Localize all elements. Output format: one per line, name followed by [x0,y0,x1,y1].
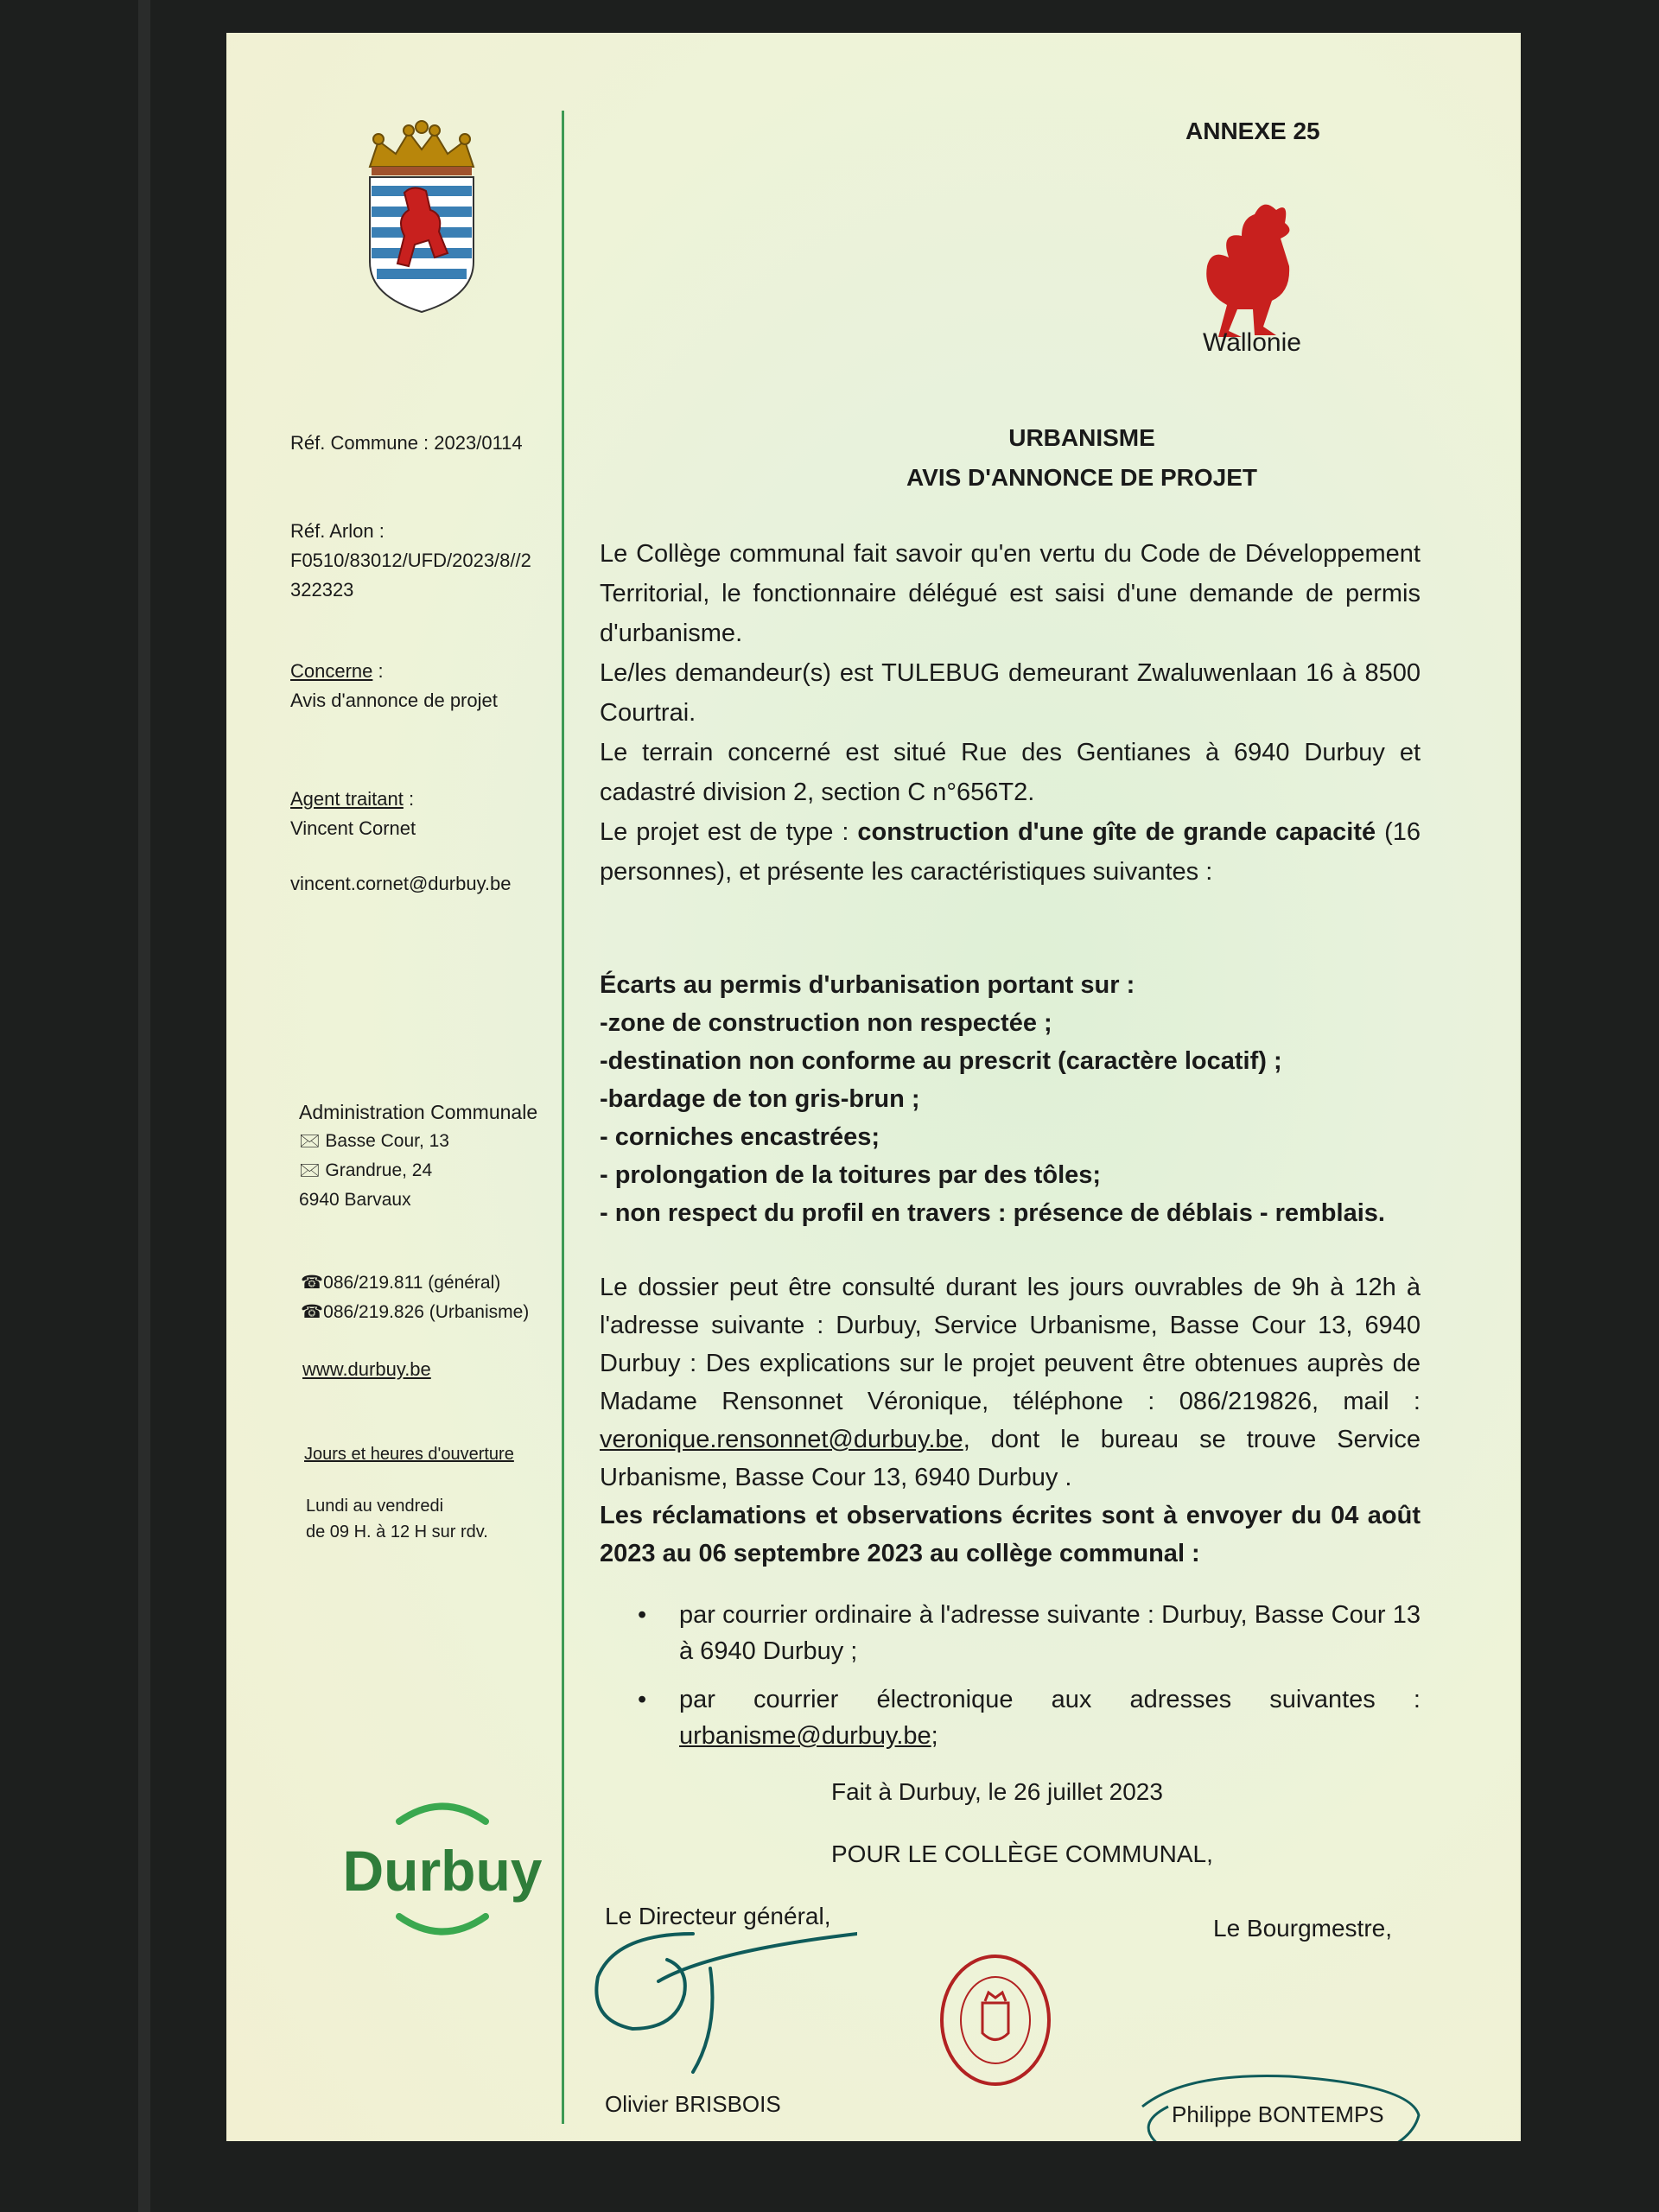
mayor-title: Le Bourgmestre, [1213,1915,1392,1942]
official-stamp [935,1951,1056,2089]
hours-title: Jours et heures d'ouverture [304,1445,514,1464]
contact-email-link[interactable]: veronique.rensonnet@durbuy.be [600,1426,963,1453]
bullet-postal: • par courrier ordinaire à l'adresse suivante : Durbuy, Basse Cour 13 à 6940 Durbuy ; [638,1597,1421,1669]
dossier-text: Le dossier peut être consulté durant les jours ouvrables de 9h à 12h à l'adresse suivante : Durbuy, Service Urbanisme, Basse Cour 13, 6940 Durbuy : Des explications sur le projet peuvent être obtenues auprès de Madame Rensonnet Véronique, téléphone : 086/219826, mail : [600,1274,1421,1415]
ecarts-item: -zone de construction non respectée ; [600,1009,1052,1037]
agent-label: Agent traitant [290,788,404,810]
body-p1: Le Collège communal fait savoir qu'en vertu du Code de Développement Territorial, le fonctionnaire délégué est saisi d'une demande de permis d'urbanisme. [600,540,1421,647]
ecarts-item: - corniches encastrées; [600,1123,880,1151]
concerne: Concerne : Avis d'annonce de projet [290,657,498,715]
ecarts-item: - prolongation de la toitures par des tôles; [600,1161,1102,1189]
agent-name: Vincent Cornet [290,817,416,839]
body-p4-bold: construction d'une gîte de grande capacité [857,818,1376,846]
dossier-text-end: , dont le bureau se trouve Service Urbanisme, Basse Cour 13, 6940 Durbuy . [600,1426,1421,1491]
admin-addr3: 6940 Barvaux [299,1190,411,1210]
ref-arlon-label: Réf. Arlon : [290,520,385,542]
date-place: Fait à Durbuy, le 26 juillet 2023 [831,1778,1163,1805]
frame-edge [138,0,150,2212]
body-p4-end: (16 personnes), et présente les caractéristiques suivantes : [600,818,1421,886]
page-title [849,418,1315,498]
agent-traitant: Agent traitant : Vincent Cornet [290,785,416,843]
title-line1: URBANISME [1008,424,1155,451]
admin-addr1: 🖂 Basse Cour, 13 [299,1131,449,1151]
durbuy-logo [330,1796,555,1960]
ref-arlon-line1: F0510/83012/UFD/2023/8//2 [290,550,531,571]
reclamations: Les réclamations et observations écrites sont à envoyer du 04 août 2023 au 06 septembre 2023 au collège communal : [600,1502,1421,1567]
pour-college: POUR LE COLLÈGE COMMUNAL, [831,1840,1213,1867]
wallonie-label: Wallonie [1203,328,1301,357]
ecarts-item: -destination non conforme au prescrit (caractère locatif) ; [600,1047,1282,1075]
body-p4-start: Le projet est de type : [600,818,858,846]
durbuy-logo-text: Durbuy [342,1839,543,1903]
dossier-section [600,1268,1421,1573]
phone-urbanisme: ☎086/219.826 (Urbanisme) [301,1302,530,1322]
ecarts-title: Écarts au permis d'urbanisation portant sur : [600,971,1135,999]
admin-addr2: 🖂 Grandrue, 24 [299,1160,433,1180]
body-p2: Le/les demandeur(s) est TULEBUG demeurant Zwaluwenlaan 16 à 8500 Courtrai. [600,659,1421,727]
submission-methods [638,1597,1421,1766]
ref-commune: Réf. Commune : 2023/0114 [290,432,523,454]
bullet-email-text: par courrier électronique aux adresses suivantes : [679,1686,1421,1713]
agent-email: vincent.cornet@durbuy.be [290,873,512,894]
hours-line1: Lundi au vendredi [306,1497,444,1516]
ecarts-section [600,966,1421,1232]
director-signature [581,1899,857,2089]
phones [301,1268,529,1327]
concerne-label: Concerne [290,660,373,682]
website-link[interactable]: www.durbuy.be [302,1358,431,1380]
body-p4 [600,812,1421,892]
column-divider [562,111,564,2124]
title-line2: AVIS D'ANNONCE DE PROJET [906,464,1257,491]
wallonie-rooster-icon [1194,197,1298,344]
ref-arlon [290,517,531,605]
coat-of-arms-icon [361,115,482,314]
bullet-email [638,1681,1421,1754]
director-name: Olivier BRISBOIS [605,2091,781,2117]
ref-arlon-line2: 322323 [290,579,354,601]
admin-address [299,1097,537,1215]
opening-hours [306,1493,488,1545]
dossier-p1 [600,1268,1421,1497]
body-p3: Le terrain concerné est situé Rue des Gentianes à 6940 Durbuy et cadastré division 2, section C n°656T2. [600,739,1421,806]
concerne-value: Avis d'annonce de projet [290,690,498,711]
ecarts-item: -bardage de ton gris-brun ; [600,1085,920,1113]
notice-body [600,534,1421,892]
bullet-email-end: ; [931,1722,938,1750]
director-title: Le Directeur général, [605,1903,831,1929]
ecarts-item: - non respect du profil en travers : présence de déblais - remblais. [600,1199,1385,1227]
notice-document [226,33,1521,2141]
phone-general: ☎086/219.811 (général) [301,1273,501,1293]
urbanisme-email-link[interactable]: urbanisme@durbuy.be [679,1722,931,1750]
hours-line2: de 09 H. à 12 H sur rdv. [306,1522,488,1541]
admin-title: Administration Communale [299,1101,538,1123]
annexe-label: ANNEXE 25 [1185,118,1320,144]
mayor-name: Philippe BONTEMPS [1172,2101,1384,2127]
